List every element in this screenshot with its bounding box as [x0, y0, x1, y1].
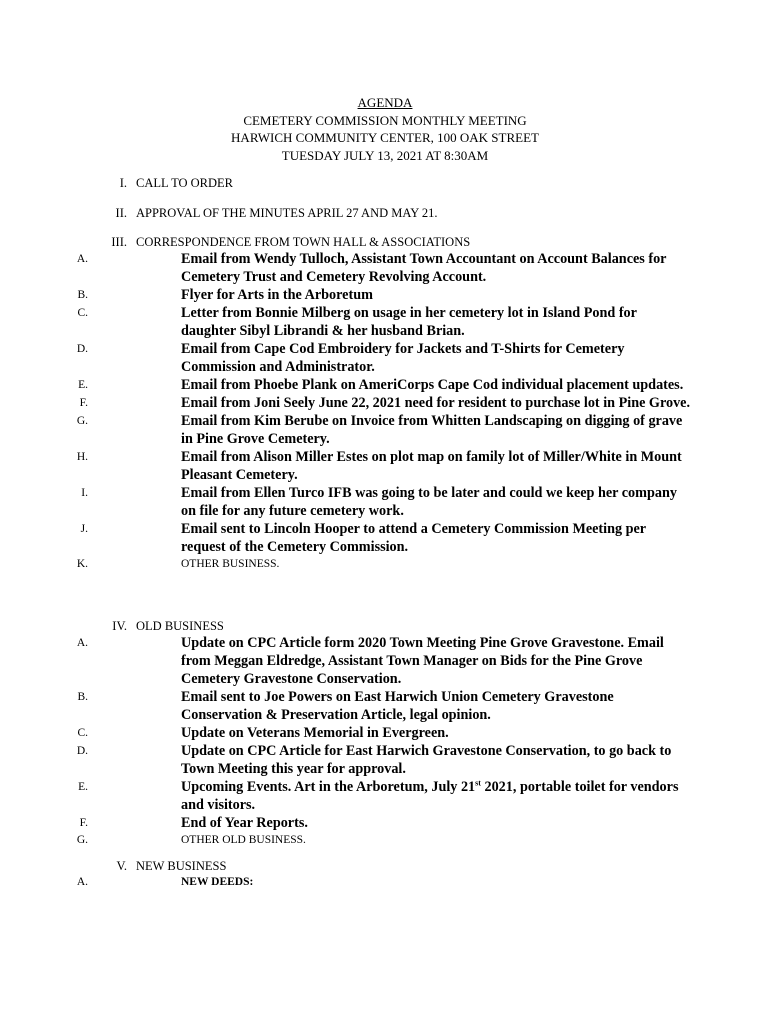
list-item: D. Email from Cape Cod Embroidery for Jackets and T-Shirts for Cemetery Commission and Administrator.: [76, 341, 625, 375]
section-title: OLD BUSINESS: [136, 619, 224, 633]
list-item: G. Email from Kim Berube on Invoice from Whitten Landscaping on digging of grave in Pine Grove Cemetery.: [76, 413, 683, 447]
list-item: I. Email from Ellen Turco IFB was going to be later and could we keep her company on file for any future cemetery work.: [81, 485, 677, 519]
section-approval-minutes: [0, 205, 770, 221]
list-item: H. Email from Alison Miller Estes on plot map on family lot of Miller/White in Mount Pleasant Cemetery.: [76, 449, 682, 483]
section-call-to-order: [0, 175, 770, 191]
list-item: E. Upcoming Events. Art in the Arboretum, July 21st 2021, portable toilet for vendors and visitors.: [78, 778, 679, 813]
list-item: G. OTHER OLD BUSINESS.: [76, 834, 306, 846]
section-number: IV.: [112, 619, 127, 633]
section-title: APPROVAL OF THE MINUTES APRIL 27 AND MAY 21.: [136, 206, 438, 220]
list-item: F. Email from Joni Seely June 22, 2021 need for resident to purchase lot in Pine Grove.: [79, 395, 691, 411]
list-item: A. NEW DEEDS:: [76, 876, 254, 888]
section-old-business: [0, 618, 770, 848]
list-item: A. Update on CPC Article form 2020 Town Meeting Pine Grove Gravestone. Email from Meggan Eldredge, Assistant Town Manager on Bids for the Pine Grove Cemetery Gravestone Conservation.: [76, 635, 664, 687]
old-business-list: [0, 634, 770, 848]
new-business-list: [0, 874, 770, 890]
agenda-header: [0, 94, 770, 164]
list-item: D. Update on CPC Article for East Harwich Gravestone Conservation, to go back to Town Meeting this year for approval.: [76, 743, 672, 777]
section-title: NEW BUSINESS: [136, 859, 227, 873]
section-number: II.: [115, 206, 127, 220]
list-item: C. Letter from Bonnie Milberg on usage in her cemetery lot in Island Pond for daughter Sibyl Librandi & her husband Brian.: [77, 305, 637, 339]
meeting-date: TUESDAY JULY 13, 2021 AT 8:30AM: [281, 147, 489, 163]
section-title: CALL TO ORDER: [136, 176, 233, 190]
list-item: F. End of Year Reports.: [79, 815, 308, 831]
meeting-name: CEMETERY COMMISSION MONTHLY MEETING: [243, 112, 527, 128]
agenda-title: AGENDA: [357, 95, 413, 110]
list-item: K. OTHER BUSINESS.: [76, 558, 280, 570]
correspondence-list: [0, 250, 770, 572]
section-number: III.: [111, 235, 127, 249]
list-item: B. Flyer for Arts in the Arboretum: [77, 287, 373, 303]
section-number: I.: [119, 176, 127, 190]
section-title: CORRESPONDENCE FROM TOWN HALL & ASSOCIATIONS: [136, 235, 471, 249]
section-number: V.: [116, 859, 127, 873]
list-item: B. Email sent to Joe Powers on East Harwich Union Cemetery Gravestone Conservation & Preservation Article, legal opinion.: [77, 689, 614, 723]
section-correspondence: [0, 234, 770, 572]
list-item: E. Email from Phoebe Plank on AmeriCorps Cape Cod individual placement updates.: [78, 377, 684, 393]
list-item: A. Email from Wendy Tulloch, Assistant Town Accountant on Account Balances for Cemetery Trust and Cemetery Revolving Account.: [76, 251, 667, 285]
section-new-business: [0, 858, 770, 890]
list-item: C. Update on Veterans Memorial in Evergreen.: [77, 725, 449, 741]
meeting-location: HARWICH COMMUNITY CENTER, 100 OAK STREET: [231, 130, 539, 145]
list-item: J. Email sent to Lincoln Hooper to attend a Cemetery Commission Meeting per request of the Cemetery Commission.: [80, 521, 646, 555]
